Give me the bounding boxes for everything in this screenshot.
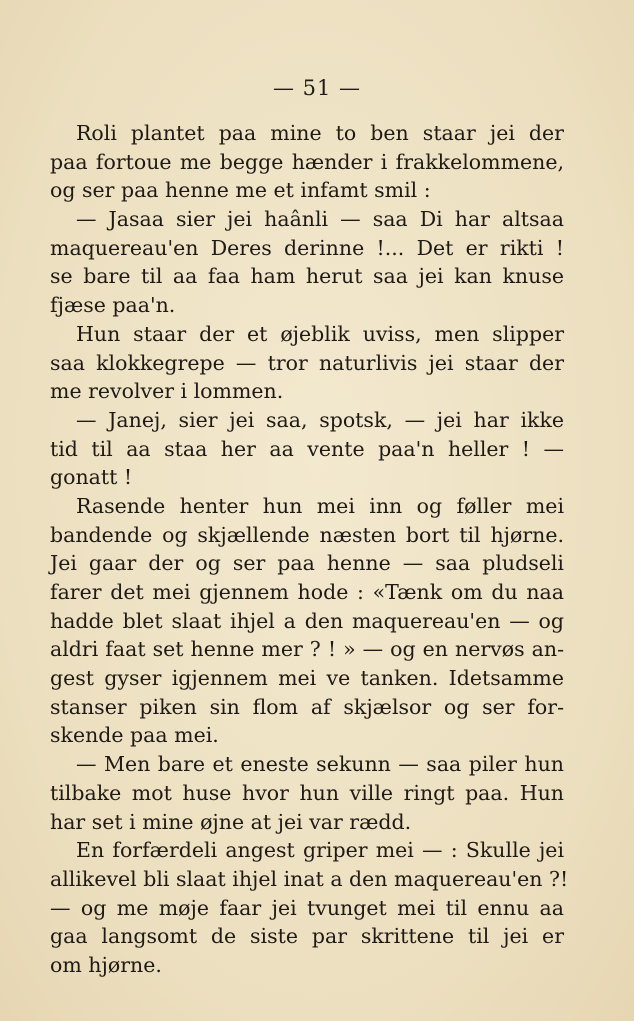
text-line: skende paa mei.: [50, 723, 219, 748]
text-line: Hun staar der et øjeblik uviss, men slipper: [76, 321, 564, 346]
text-line: hadde blet slaat ihjel a den maquereau'en — og: [50, 608, 564, 633]
text-line: Jei gaar der og ser paa henne — saa pludseli: [50, 551, 564, 576]
text-line: maquereau'en Deres derinne !... Det er rikti !: [50, 235, 564, 260]
text-line: farer det mei gjennem hode : «Tænk om du naa: [50, 580, 564, 604]
text-line: har set i mine øjne at jei var rædd.: [50, 809, 412, 834]
text-line: — Janej, sier jei saa, spotsk, — jei har ikke: [76, 407, 564, 432]
text-line: bandende og skjællende næsten bort til hjørne.: [50, 522, 564, 547]
text-line: gonatt !: [50, 465, 133, 490]
text-line: gaa langsomt de siste par skrittene til jei er: [50, 924, 564, 949]
text-line: saa klokkegrepe — tror naturlivis jei staar der: [50, 350, 564, 375]
text-line: paa fortoue me begge hænder i frakkelommene,: [50, 149, 564, 174]
text-line: aldri faat set henne mer ? ! » — og en nervøs an-: [50, 637, 564, 662]
text-line: og ser paa henne me et infamt smil :: [50, 178, 431, 203]
text-line: tid til aa staa her aa vente paa'n heller ! —: [50, 436, 564, 461]
text-line: gest gyser igjennem mei ve tanken. Idetsamme: [50, 666, 564, 691]
text-line: tilbake mot huse hvor hun ville ringt paa. Hun: [50, 780, 564, 805]
text-line: se bare til aa faa ham herut saa jei kan knuse: [50, 264, 564, 289]
text-line: fjæse paa'n.: [50, 293, 176, 318]
text-line: — og me møje faar jei tvunget mei til ennu aa: [50, 895, 564, 920]
text-line: stanser piken sin flom af skjælsor og ser for-: [50, 694, 564, 719]
text-line: — Jasaa sier jei haânli — saa Di har altsaa: [76, 207, 564, 232]
text-line: En forfærdeli angest griper mei — : Skulle jei: [76, 838, 564, 863]
text-line: Roli plantet paa mine to ben staar jei der: [76, 121, 564, 145]
body-text: [50, 119, 569, 980]
text-line: me revolver i lommen.: [50, 379, 284, 404]
text-line: om hjørne.: [50, 952, 162, 977]
text-line: allikevel bli slaat ihjel inat a den maquereau'en ?!: [50, 866, 569, 891]
text-line: — Men bare et eneste sekunn — saa piler hun: [76, 752, 564, 777]
text-line: Rasende henter hun mei inn og føller mei: [76, 493, 564, 518]
page-number: — 51 —: [272, 76, 362, 100]
